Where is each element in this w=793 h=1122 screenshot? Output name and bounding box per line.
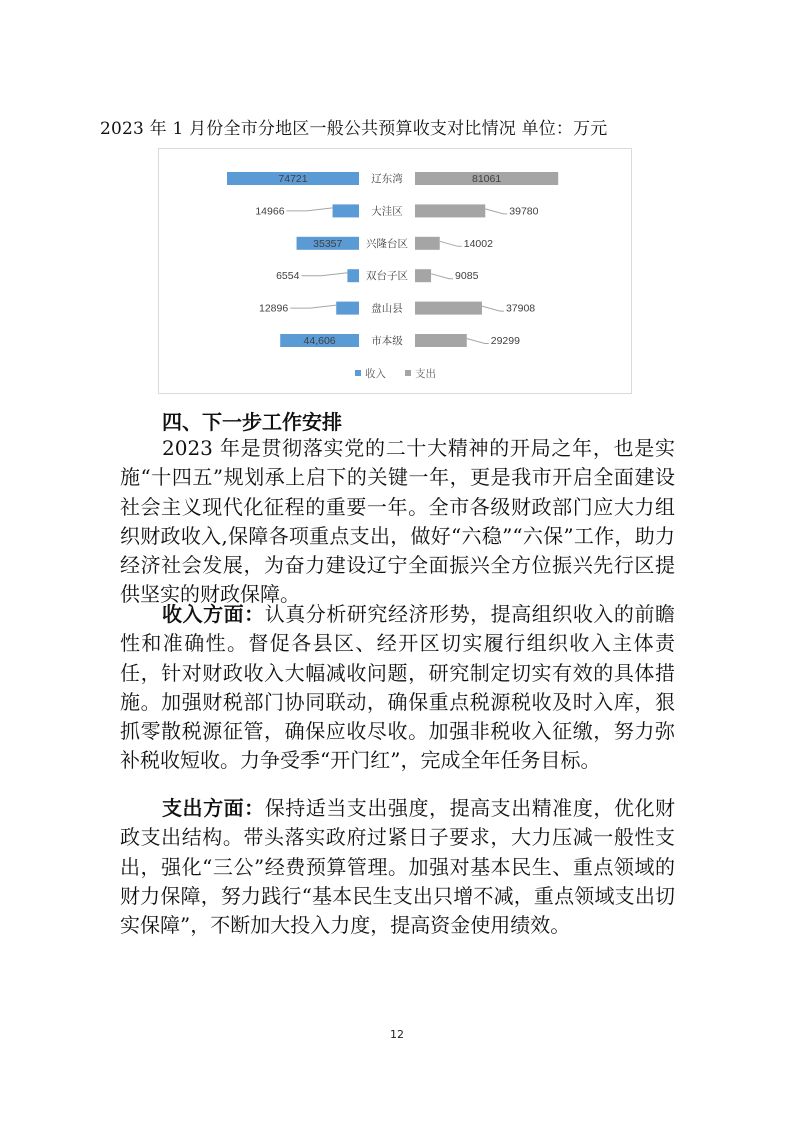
category-label: 盘山县	[371, 302, 403, 315]
expense-leader-line	[485, 209, 507, 214]
expense-leader-line	[431, 274, 453, 279]
section-heading: 四、下一步工作安排	[162, 410, 342, 434]
paragraph-expense	[120, 794, 675, 940]
category-label: 兴隆台区	[366, 237, 408, 250]
expense-leader-line	[467, 339, 489, 344]
expense-leader-line	[440, 241, 462, 246]
legend-swatch-expense	[405, 370, 411, 376]
income-bar	[347, 269, 359, 282]
chart-frame	[158, 148, 632, 394]
legend-label-expense: 支出	[415, 368, 436, 380]
income-data-label: 35357	[313, 237, 343, 250]
category-label: 市本级	[371, 335, 403, 347]
paragraph-intro	[120, 434, 675, 610]
income-data-label: 12896	[259, 302, 289, 315]
expense-bar	[415, 204, 485, 217]
expense-data-label: 9085	[455, 270, 479, 283]
expense-data-label: 29299	[490, 335, 520, 347]
income-data-label: 74721	[278, 173, 308, 185]
paragraph-intro-text: 2023 年是贯彻落实党的二十大精神的开局之年，也是实施“十四五”规划承上启下的关键一年，更是我市开启全面建设社会主义现代化征程的重要一年。全市各级财政部门应大力组织财政收入,保障各项重点支出，做好“六稳”“六保”工作，助力经济社会发展，为奋力建设辽宁全面振兴全方位振兴先行区提供坚实的财政保障。	[120, 436, 675, 607]
chart-title: 2023 年 1 月份全市分地区一般公共预算收支对比情况 单位：万元	[100, 119, 608, 139]
expense-data-label: 39780	[509, 205, 539, 218]
expense-data-label: 81061	[471, 173, 502, 185]
paragraph-expense-text: 保持适当支出强度，提高支出精准度，优化财政支出结构。带头落实政府过紧日子要求，大力压减一般性支出，强化“三公”经费预算管理。加强对基本民生、重点领域的财力保障，努力践行“基本民生支出只增不减，重点领域支出切实保障”，不断加大投入力度，提高资金使用绩效。	[120, 796, 676, 938]
expense-data-label: 14002	[463, 237, 493, 250]
income-data-label: 14966	[255, 205, 285, 218]
category-label: 双台子区	[366, 270, 408, 283]
bar-chart	[159, 149, 631, 393]
legend-swatch-income	[355, 370, 361, 376]
income-leader-line	[290, 305, 336, 308]
expense-leader-line	[482, 306, 504, 311]
income-data-label: 44,606	[303, 335, 336, 347]
income-bar	[333, 204, 359, 217]
expense-bar	[415, 334, 467, 347]
legend-label-income: 收入	[365, 368, 386, 380]
expense-data-label: 37908	[505, 302, 536, 315]
income-bar	[336, 302, 359, 315]
income-leader-line	[301, 273, 347, 276]
paragraph-income	[120, 600, 675, 776]
paragraph-income-lead: 收入方面：	[162, 602, 265, 626]
category-label: 大洼区	[371, 205, 403, 218]
paragraph-income-text: 认真分析研究经济形势，提高组织收入的前瞻性和准确性。督促各县区、经开区切实履行组织收入主体责任，针对财政收入大幅减收问题，研究制定切实有效的具体措施。加强财税部门协同联动，确保重点税源税收及时入库，狠抓零散税源征管，确保应收尽收。加强非税收入征缴，努力弥补税收短收。力争受季“开门红”，完成全年任务目标。	[120, 602, 676, 773]
income-leader-line	[287, 208, 333, 211]
paragraph-expense-lead: 支出方面：	[162, 796, 265, 820]
expense-bar	[415, 269, 431, 282]
category-label: 辽东湾	[371, 173, 403, 185]
page-number: 12	[390, 1028, 404, 1041]
expense-bar	[415, 237, 440, 250]
income-data-label: 6554	[276, 270, 300, 283]
expense-bar	[415, 302, 482, 315]
